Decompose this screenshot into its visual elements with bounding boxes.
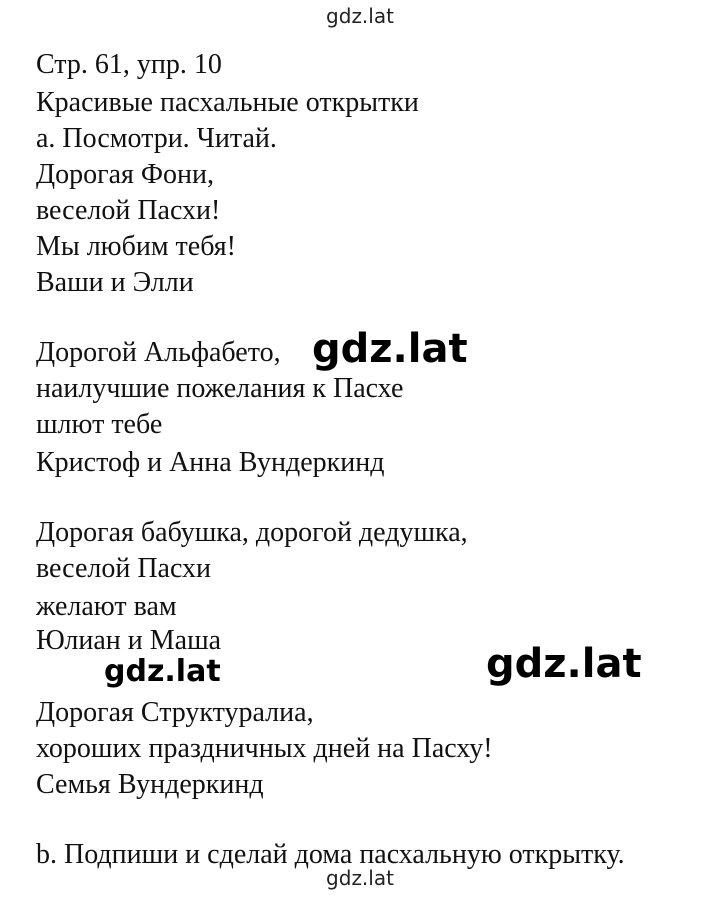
card3-line3: желают вам: [36, 591, 177, 622]
watermark-overlay-1: gdz.lat: [312, 326, 468, 372]
card1-line4: Ваши и Элли: [36, 267, 194, 298]
exercise-title: Красивые пасхальные открытки: [36, 87, 419, 118]
card3-line2: веселой Пасхи: [36, 553, 212, 584]
card1-line1: Дорогая Фони,: [36, 159, 214, 190]
card3-line4: Юлиан и Маша: [36, 625, 222, 656]
card2-line1: Дорогой Альфабето,: [36, 337, 281, 368]
card1-line2: веселой Пасхи!: [36, 195, 221, 226]
watermark-top: gdz.lat: [326, 4, 394, 28]
card1-line3: Мы любим тебя!: [36, 231, 236, 262]
exercise-reference: Стр. 61, упр. 10: [36, 49, 222, 80]
card2-line4: Кристоф и Анна Вундеркинд: [36, 447, 385, 478]
card4-line3: Семья Вундеркинд: [36, 769, 264, 800]
watermark-bottom: gdz.lat: [326, 866, 394, 890]
card4-line2: хороших праздничных дней на Пасху!: [36, 733, 493, 764]
watermark-overlay-2: gdz.lat: [104, 654, 221, 689]
card4-line1: Дорогая Структуралиа,: [36, 697, 314, 728]
card3-line1: Дорогая бабушка, дорогой дедушка,: [36, 517, 468, 548]
card2-line3: шлют тебе: [36, 409, 163, 440]
watermark-overlay-3: gdz.lat: [486, 641, 642, 687]
task-a: a. Посмотри. Читай.: [36, 123, 277, 154]
card2-line2: наилучшие пожелания к Пасхе: [36, 373, 404, 404]
task-b: b. Подпиши и сделай дома пасхальную открытку.: [36, 839, 625, 870]
